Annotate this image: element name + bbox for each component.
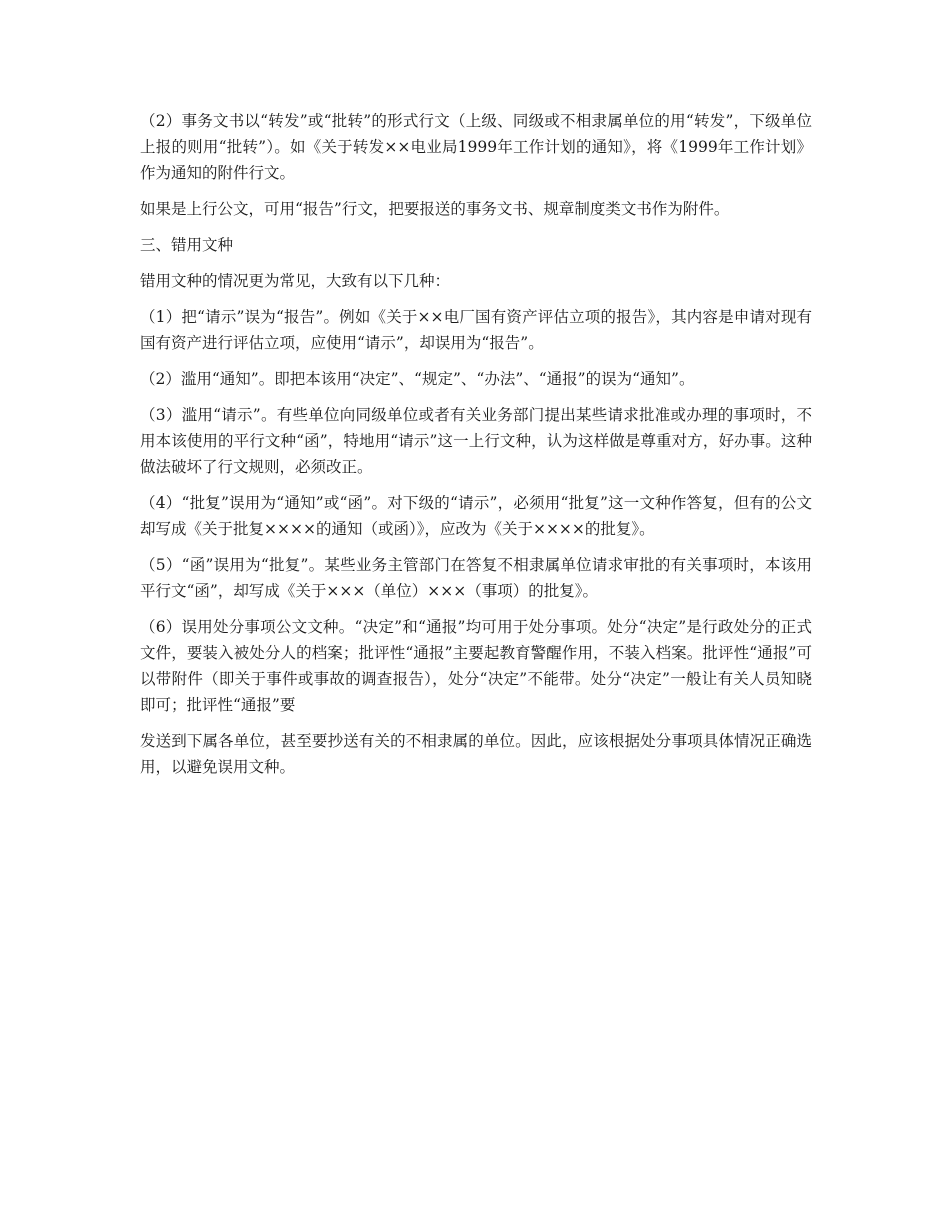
paragraph-conclusion: 发送到下属各单位，甚至要抄送有关的不相隶属的单位。因此，应该根据处分事项具体情况正确选用，以避免误用文种。 xyxy=(140,732,812,776)
paragraph-item-2: （2）滥用“通知”。即把本该用“决定”、“规定”、“办法”、“通报”的误为“通知”。 xyxy=(140,370,695,388)
paragraph-item-5: （5）“函”误用为“批复”。某些业务主管部门在答复不相隶属单位请求审批的有关事项时，本该用平行文“函”，却写成《关于×××（单位）×××（事项）的批复》。 xyxy=(140,556,812,600)
paragraph-item-6: （6）误用处分事项公文文种。“决定”和“通报”均可用于处分事项。处分“决定”是行政处分的正式文件，要装入被处分人的档案；批评性“通报”主要起教育警醒作用，不装入档案。批评性“通报”可以带附件（即关于事件或事故的调查报告），处分“决定”不能带。处分“决定”一般让有关人员知晓即可；批评性“通报”要 xyxy=(140,618,812,714)
paragraph-item-1: （1）把“请示”误为“报告”。例如《关于××电厂国有资产评估立项的报告》，其内容是申请对现有国有资产进行评估立项，应使用“请示”，却误用为“报告”。 xyxy=(140,308,812,352)
paragraph-intro-misuse: 错用文种的情况更为常见，大致有以下几种： xyxy=(140,272,451,290)
paragraph-item-4: （4）“批复”误用为“通知”或“函”。对下级的“请示”，必须用“批复”这一文种作答复，但有的公文却写成《关于批复××××的通知（或函）》，应改为《关于××××的批复》。 xyxy=(140,494,812,538)
paragraph-item-3: （3）滥用“请示”。有些单位向同级单位或者有关业务部门提出某些请求批准或办理的事项时，不用本该使用的平行文种“函”，特地用“请示”这一上行文种，认为这样做是尊重对方，好办事。这种做法破坏了行文规则，必须改正。 xyxy=(140,406,812,476)
section-heading-misused-types: 三、错用文种 xyxy=(140,236,234,254)
paragraph-upward-report: 如果是上行公文，可用“报告”行文，把要报送的事务文书、规章制度类文书作为附件。 xyxy=(140,200,730,218)
document-page xyxy=(140,108,812,790)
paragraph-forwarding-form: （2）事务文书以“转发”或“批转”的形式行文（上级、同级或不相隶属单位的用“转发”，下级单位上报的则用“批转”）。如《关于转发××电业局1999年工作计划的通知》，将《1999年工作计划》作为通知的附件行文。 xyxy=(140,112,812,182)
